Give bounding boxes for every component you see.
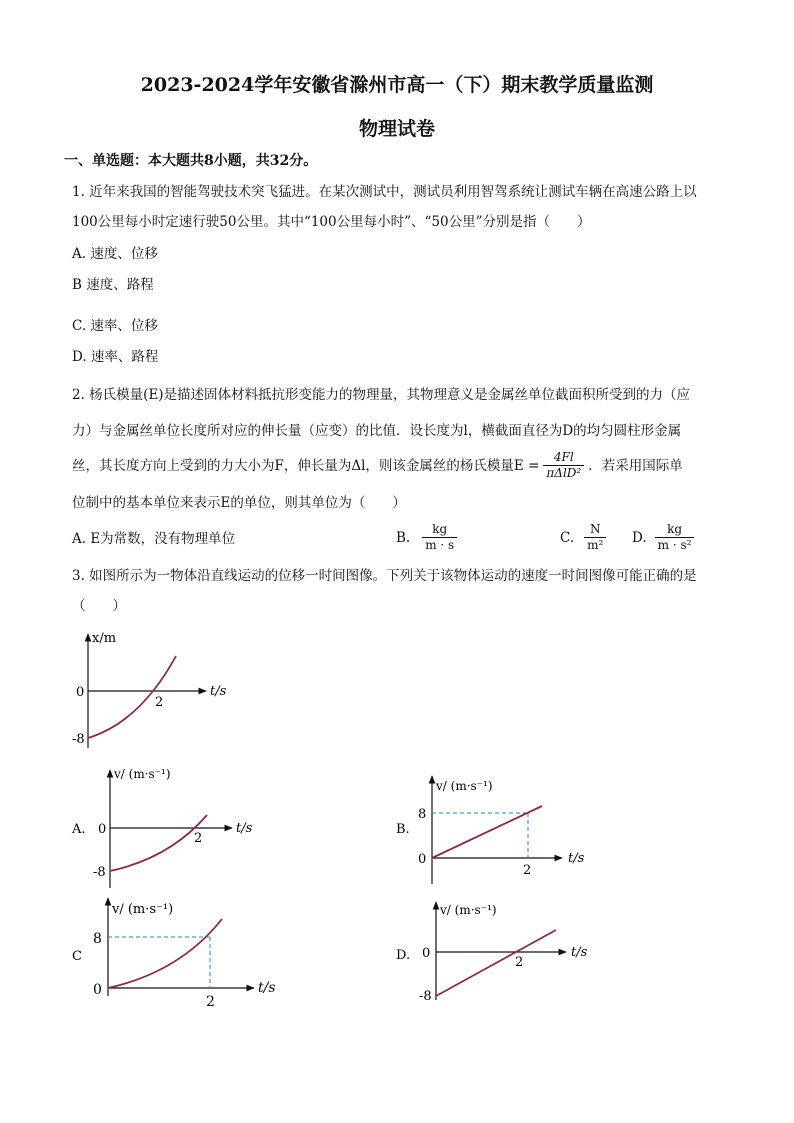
graph-a-x-label: t/s [236,821,253,836]
q2-option-b-label: B. [396,529,411,546]
q2-option-b-num: kg [422,522,457,538]
formula-numerator: 4Fl [543,450,584,466]
graph-a-label: A. [72,822,86,837]
main-xt-graph [72,631,227,748]
q2-stem-line1: 2. 杨氏模量(E)是描述固体材料抵抗形变能力的物理量，其物理意义是金属丝单位截面积所受到的力（应 [72,387,691,403]
q2-option-c-num: N [584,522,606,538]
graph-b-x-tick: 2 [523,863,532,878]
q2-option-a: A. E为常数，没有物理单位 [72,531,236,547]
graph-c [72,898,276,1010]
q2-option-b-den: m · s [425,538,455,552]
page-title: 2023-2024学年安徽省滁州市高一（下）期末教学质量监测 [140,74,654,96]
graph-c-y-label: v/ (m·s⁻¹) [112,902,174,917]
graph-c-curve [108,919,222,988]
q3-stem-line1: 3. 如图所示为一物体沿直线运动的位移一时间图像。下列关于该物体运动的速度一时间图像可能正确的是 [72,568,697,584]
graph-c-x-tick: 2 [206,994,215,1010]
graph-d-y-tick: -8 [419,989,432,1004]
q1-stem-line1: 1. 近年来我国的智能驾驶技术突飞猛进。在某次测试中，测试员利用智驾系统让测试车辆在高速公路上以 [72,184,697,200]
graph-b-y-tick: 8 [418,807,427,822]
q2-option-d-num: kg [655,522,695,538]
q2-stem-line2: 力）与金属丝单位长度所对应的伸长量（应变）的比值．设长度为l，横截面直径为D的均匀圆柱形金属 [72,423,682,439]
q2-option-d-den: m · s² [657,538,692,552]
graph-d-line [436,930,556,996]
q2-option-c-den: m² [587,538,604,552]
graph-b [396,776,585,884]
graph-a-x-tick: 2 [194,831,203,846]
q1-option-a: A. 速度、位移 [72,246,158,262]
graph-a-origin: 0 [98,822,107,837]
graph-a-y-tick: -8 [93,865,106,880]
graph-d-y-label: v/ (m·s⁻¹) [440,903,497,917]
q2-option-d-label: D. [632,529,647,546]
main-x-label: t/s [210,684,227,699]
page-subtitle: 物理试卷 [358,118,435,140]
graph-b-x-label: t/s [568,851,585,866]
graph-d-x-label: t/s [571,945,588,960]
graph-d-origin: 0 [422,946,431,961]
q3-stem-line2: （ ） [72,598,126,614]
graph-a-y-label: v/ (m·s⁻¹) [114,767,171,781]
main-y-label: x/m [92,631,117,646]
main-x-tick: 2 [155,695,164,710]
graph-b-label: B. [396,822,410,837]
q1-option-d: D. 速率、路程 [72,349,159,365]
graph-c-y-tick: 8 [93,931,102,947]
main-y-tick: -8 [72,732,85,747]
graph-b-line [432,806,542,858]
graph-a-curve [110,815,207,871]
q2-line3-post: ．若采用国际单 [588,457,683,474]
graph-c-x-label: t/s [258,980,276,996]
section-heading: 一、单选题：本大题共8小题，共32分。 [64,153,318,169]
graph-b-y-label: v/ (m·s⁻¹) [436,779,493,793]
graph-c-origin: 0 [93,982,102,998]
graph-d-x-tick: 2 [515,955,524,970]
q1-option-c: C. 速率、位移 [72,318,158,334]
q1-stem-line2: 100公里每小时定速行驶50公里。其中“100公里每小时”、“50公里”分别是指（ ） [72,214,591,230]
graph-a [71,767,253,888]
graph-d [396,902,588,1004]
graph-d-label: D. [396,948,411,963]
graph-b-origin: 0 [418,852,427,867]
q2-line3-pre: 丝，其长度方向上受到的力大小为F，伸长量为Δl，则该金属丝的杨氏模量E = [72,457,540,474]
main-origin-label: 0 [76,685,85,700]
q2-stem-line4: 位制中的基本单位来表示E的单位，则其单位为（ ） [72,495,406,511]
graph-c-label: C [72,949,82,964]
q2-option-c-label: C. [560,529,575,546]
formula-denominator: πΔlD² [546,466,582,480]
q1-option-b: B 速度、路程 [72,277,154,293]
